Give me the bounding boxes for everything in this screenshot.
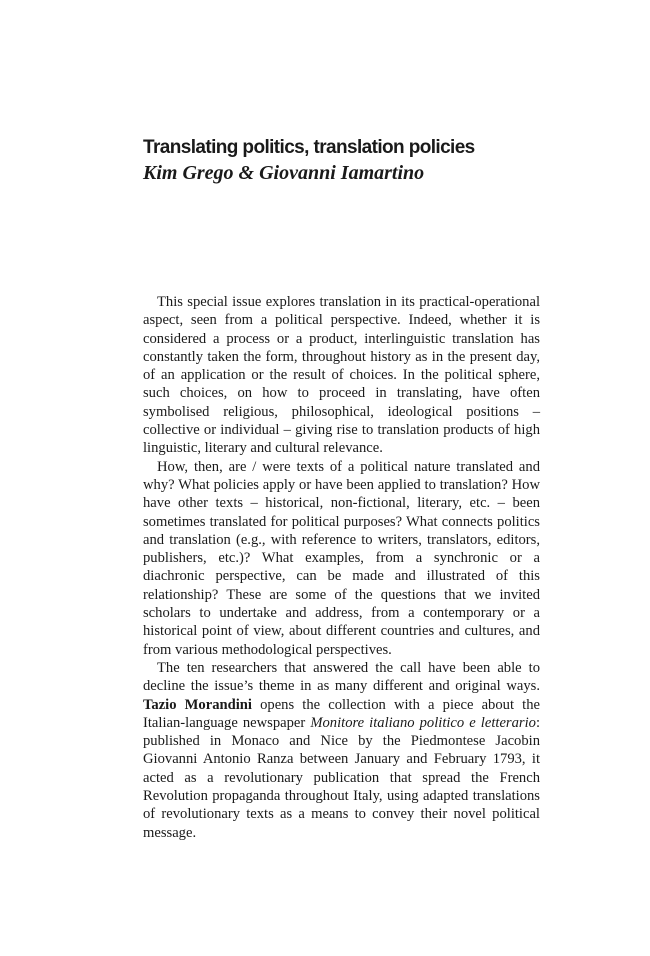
contributor-name: Tazio Morandini (143, 696, 252, 713)
paragraph-1: This special issue explores translation in its practical-operational aspect, seen from a political perspective. Indeed, whether it is considered a process or a product, interlinguistic translation has constantly taken the form, throughout history as in the present day, of an application or the result of choices. In the political sphere, such choices, on how to proceed in translating, have often symbolised religious, philosophical, ideological positions – collective or individual – giving rise to translation products of high linguistic, literary and cultural relevance. (143, 294, 540, 457)
article-body (143, 293, 540, 842)
article-title: Translating politics, translation policies (143, 137, 475, 158)
article-authors: Kim Grego & Giovanni Iamartino (143, 162, 425, 184)
newspaper-title: Monitore italiano politico e letterario (310, 714, 536, 731)
paragraph-3-rest: : published in Monaco and Nice by the Piedmontese Jacobin Giovanni Antonio Ranza between January and February 1793, it acted as a revolutionary publication that spread the French Revolution propaganda throughout Italy, using adapted translations of revolutionary texts as a means to convey their novel political message. (143, 714, 540, 841)
paragraph-2: How, then, are / were texts of a political nature translated and why? What policies apply or have been applied to translation? How have other texts – historical, non-fictional, literary, etc. – been sometimes translated for political purposes? What connects politics and translation (e.g., with reference to writers, translators, editors, publishers, etc.)? What examples, from a synchronic or a diachronic perspective, can be made and illustrated of this relationship? These are some of the questions that we invited scholars to undertake and address, from a contemporary or a historical point of view, about different countries and cultures, and from various methodological perspectives. (143, 458, 540, 658)
paragraph-3-intro: The ten researchers that answered the call have been able to decline the issue’s theme in as many different and original ways. (143, 659, 540, 695)
paragraph-3-middle: opens the collection with a piece about the Italian-language newspaper (143, 696, 540, 731)
paragraph-3 (143, 659, 540, 842)
